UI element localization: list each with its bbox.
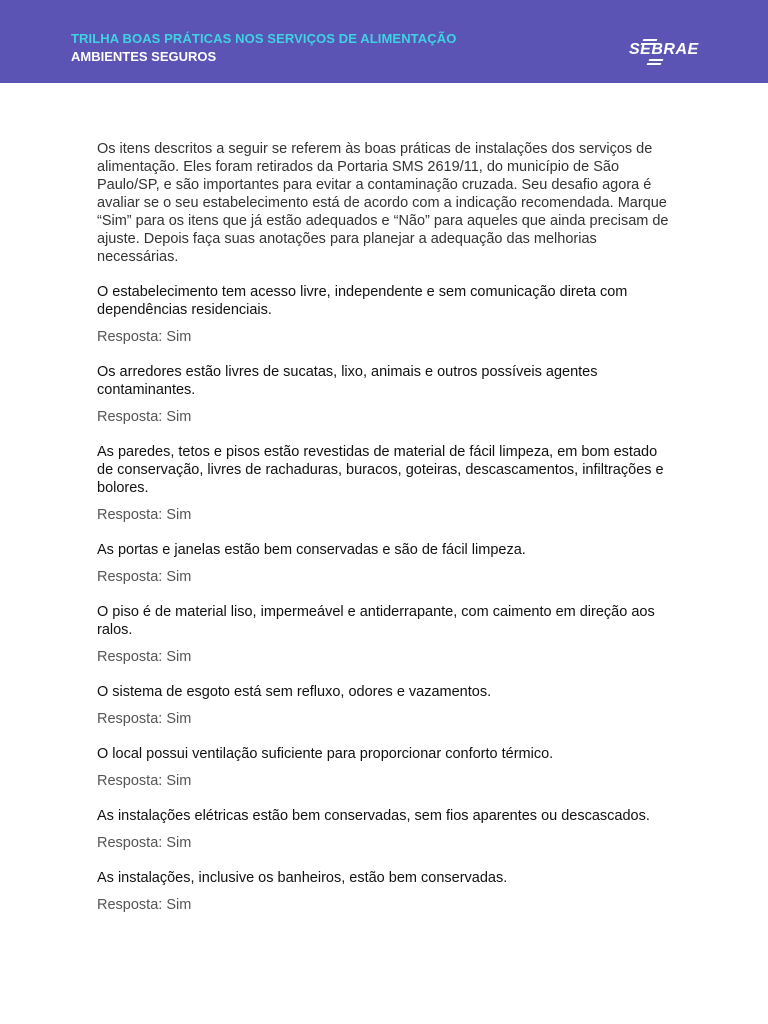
- checklist-question: As instalações elétricas estão bem conservadas, sem fios aparentes ou descascados.: [97, 808, 650, 824]
- checklist-item: [97, 683, 675, 728]
- checklist-question: O estabelecimento tem acesso livre, independente e sem comunicação direta com dependências residenciais.: [97, 284, 628, 318]
- checklist-question: As instalações, inclusive os banheiros, estão bem conservadas.: [97, 870, 508, 886]
- checklist-question: O piso é de material liso, impermeável e antiderrapante, com caimento em direção aos ralos.: [97, 604, 655, 638]
- checklist-item: [97, 283, 675, 346]
- logo-stripe: [649, 59, 664, 61]
- checklist-item: [97, 807, 675, 852]
- checklist-item: [97, 363, 675, 426]
- checklist-answer: Resposta: Sim: [97, 897, 192, 913]
- checklist-item: [97, 745, 675, 790]
- document-body: [97, 140, 675, 914]
- header-title: TRILHA BOAS PRÁTICAS NOS SERVIÇOS DE ALIMENTAÇÃO: [71, 31, 457, 46]
- checklist-answer: Resposta: Sim: [97, 569, 192, 585]
- checklist-item: [97, 541, 675, 586]
- checklist-question: As portas e janelas estão bem conservadas e são de fácil limpeza.: [97, 542, 526, 558]
- checklist-answer: Resposta: Sim: [97, 649, 192, 665]
- checklist-answer: Resposta: Sim: [97, 409, 192, 425]
- checklist-item: [97, 603, 675, 666]
- checklist-answer: Resposta: Sim: [97, 835, 192, 851]
- sebrae-logo: [629, 39, 699, 67]
- checklist-question: Os arredores estão livres de sucatas, lixo, animais e outros possíveis agentes contaminantes.: [97, 364, 598, 398]
- sebrae-logo-text: SEBRAE: [629, 41, 699, 58]
- header-bar: [0, 0, 768, 83]
- checklist-question: As paredes, tetos e pisos estão revestidas de material de fácil limpeza, em bom estado de conservação, livres de rachaduras, buracos, goteiras, descascamentos, infiltrações e bolores.: [97, 444, 664, 496]
- checklist-item: [97, 869, 675, 914]
- logo-stripe: [647, 63, 662, 65]
- header-subtitle: AMBIENTES SEGUROS: [71, 49, 217, 64]
- checklist-question: O local possui ventilação suficiente para proporcionar conforto térmico.: [97, 746, 554, 762]
- checklist-item: [97, 443, 675, 524]
- checklist-question: O sistema de esgoto está sem refluxo, odores e vazamentos.: [97, 684, 492, 700]
- checklist-answer: Resposta: Sim: [97, 711, 192, 727]
- checklist-answer: Resposta: Sim: [97, 329, 192, 345]
- checklist-answer: Resposta: Sim: [97, 507, 192, 523]
- intro-paragraph: Os itens descritos a seguir se referem às boas práticas de instalações dos serviços de alimentação. Eles foram retirados da Portaria SMS 2619/11, do município de São Paulo/SP, e são importantes para evitar a contaminação cruzada. Seu desafio agora é avaliar se o seu estabelecimento está de acordo com a indicação recomendada. Marque “Sim” para os itens que já estão adequados e “Não” para aqueles que ainda precisam de ajuste. Depois faça suas anotações para planejar a adequação das melhorias necessárias.: [97, 141, 669, 265]
- checklist-answer: Resposta: Sim: [97, 773, 192, 789]
